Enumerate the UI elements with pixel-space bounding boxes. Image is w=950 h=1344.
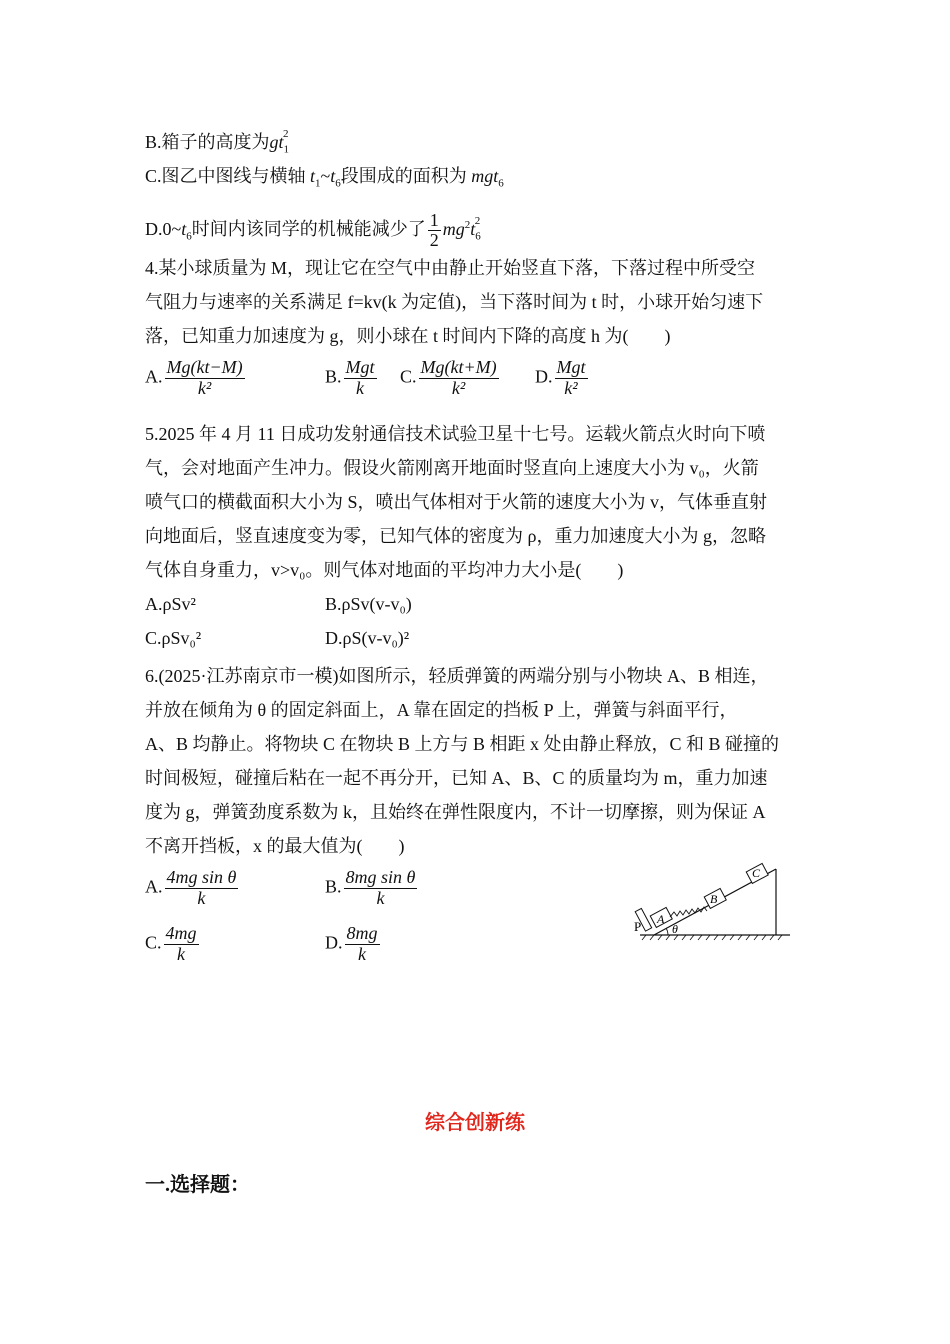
section-subheading: 一.选择题：	[145, 1174, 250, 1196]
q5-text-line-4: 向地面后，竖直速度变为零，已知气体的密度为 ρ，重力加速度大小为 g，忽略	[145, 526, 766, 546]
q6-option-b: B. $\frac{\text{8mg sin θ}}{k}$	[325, 867, 416, 908]
q4-option-a: A. $\frac{Mg(kt-M)}{\text{k²}}$	[145, 357, 243, 398]
q5-option-d: D.ρS(v-v₀)²	[325, 628, 410, 648]
q5-text-line-2: 气，会对地面产生冲力。假设火箭刚离开地面时竖直向上速度大小为 v₀，火箭	[145, 458, 759, 478]
label-a: A	[657, 912, 665, 926]
section-title: 综合创新练	[425, 1112, 525, 1134]
label-p: P	[634, 919, 642, 934]
q4-option-c: C. $\frac{Mg(kt+M)}{\text{k²}}$	[400, 357, 497, 398]
incline-diagram	[632, 855, 792, 945]
q4-text-line-1: 4.某小球质量为 M，现让它在空气中由静止开始竖直下落，下落过程中所受空	[145, 258, 756, 278]
label-c: C	[752, 866, 761, 880]
q4-text-line-2: 气阻力与速率的关系满足 f=kv(k 为定值)，当下落时间为 t 时，小球开始匀速下	[145, 292, 764, 312]
q6-text-line-1: 6.(2025·江苏南京市一模)如图所示，轻质弹簧的两端分别与小物块 A、B 相连，	[145, 666, 769, 686]
q6-text-line-5: 度为 g，弹簧劲度系数为 k，且始终在弹性限度内，不计一切摩擦，则为保证 A	[145, 802, 766, 822]
q6-text-line-4: 时间极短，碰撞后粘在一起不再分开，已知 A、B、C 的质量均为 m，重力加速	[145, 768, 768, 788]
q6-option-d: D. $\frac{8mg}{k}$	[325, 923, 378, 964]
q4-text-line-3: 落，已知重力加速度为 g，则小球在 t 时间内下降的高度 h 为( )	[145, 326, 671, 346]
q6-text-line-3: A、B 均静止。将物块 C 在物块 B 上方与 B 相距 x 处由静止释放，C 和 B 碰撞的	[145, 734, 780, 754]
q3-option-b: B.箱子的高度为$gt_1^2$	[145, 128, 290, 156]
q5-option-c: C.ρSv₀²	[145, 628, 202, 648]
q5-option-a: A.ρSv²	[145, 594, 196, 614]
ground-hatch	[642, 935, 782, 940]
q3-option-d: $D.0\sim t_6$时间内该同学的机械能减少了 $\frac{1}{2}$ $mg^2t_6^2$	[145, 209, 481, 251]
q5-option-b: B.ρSv(v-v₀)	[325, 594, 412, 614]
angle-arc	[666, 928, 668, 935]
q6-option-c: C. $\frac{4mg}{k}$	[145, 923, 197, 964]
q3-option-c: C.图乙中图线与横轴 $t_1\sim t_6$段围成的面积为 mgt$_6$	[145, 166, 504, 190]
q5-text-line-3: 喷气口的横截面积大小为 S，喷出气体相对于火箭的速度大小为 v，气体垂直射	[145, 492, 768, 512]
q5-text-line-5: 气体自身重力，v>v₀。则气体对地面的平均冲力大小是( )	[145, 560, 624, 580]
spring	[670, 907, 707, 917]
q6-text-line-2: 并放在倾角为 θ 的固定斜面上，A 靠在固定的挡板 P 上，弹簧与斜面平行，	[145, 700, 738, 720]
label-b: B	[710, 892, 718, 906]
label-theta: θ	[672, 922, 678, 936]
fraction: $\frac{1}{2}$	[429, 209, 439, 251]
q4-option-d: D. $\frac{\text{Mgt}}{\text{k²}}$	[535, 357, 586, 398]
q6-text-line-6: 不离开挡板，x 的最大值为( )	[145, 836, 405, 856]
q5-text-line-1: 5.2025 年 4 月 11 日成功发射通信技术试验卫星十七号。运载火箭点火时向下喷	[145, 424, 766, 444]
q4-option-b: B. $\frac{\text{Mgt}}{k}$	[325, 357, 375, 398]
q6-option-a: A. $\frac{\text{4mg sin θ}}{k}$	[145, 867, 237, 908]
